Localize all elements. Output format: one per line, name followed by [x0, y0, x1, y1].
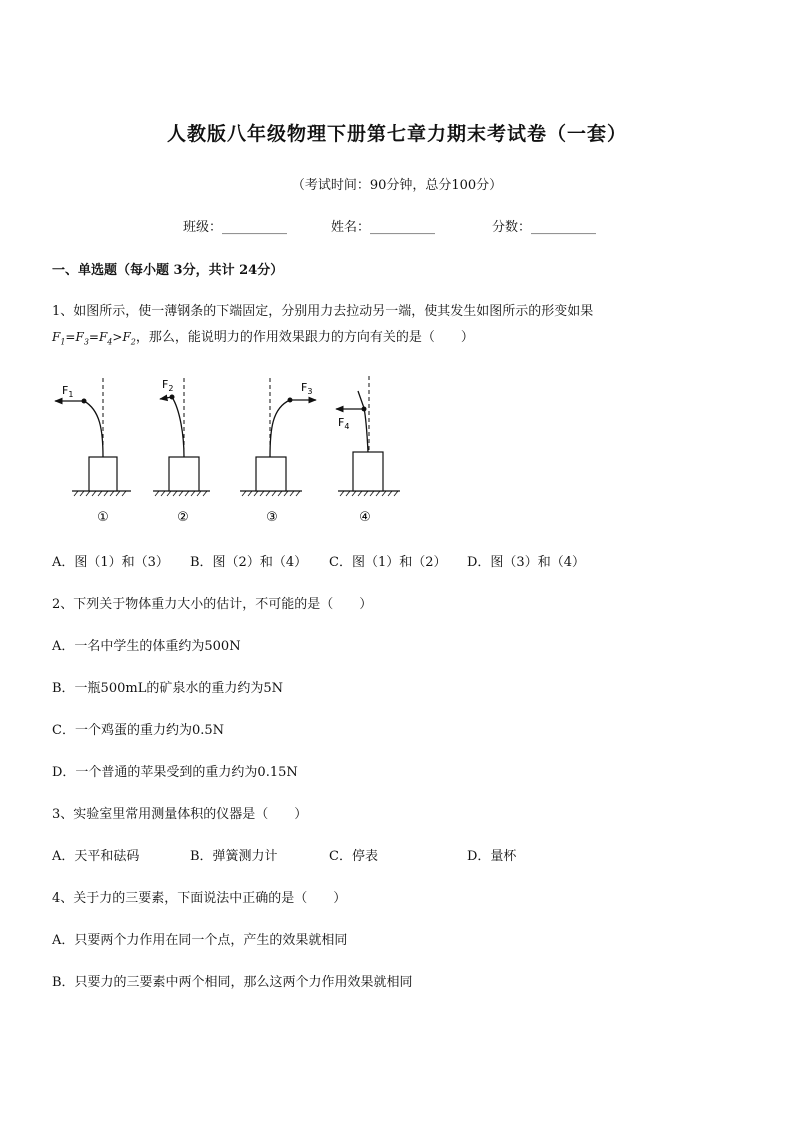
force-label-4: $F_4$: [338, 416, 350, 431]
q2-option-c: C．一个鸡蛋的重力约为0.5N: [52, 723, 224, 738]
q4-option-a: A．只要两个力作用在同一个点，产生的效果就相同: [52, 933, 348, 948]
q2-option-b: B．一瓶500mL的矿泉水的重力约为5N: [52, 681, 283, 696]
q3-option-a: A．天平和砝码: [52, 849, 140, 864]
question-1-text: 1、如图所示，使一薄钢条的下端固定，分别用力去拉动另一端，使其发生如图所示的形变如果: [52, 304, 594, 319]
diagram-caption-3: ③: [266, 510, 278, 525]
class-blank: __________: [222, 220, 288, 235]
question-3-text: 3、实验室里常用测量体积的仪器是（ ）: [52, 807, 308, 822]
class-label: 班级：: [183, 220, 223, 235]
section-title: 一、单选题（每小题 3分，共计 24分）: [52, 263, 284, 278]
page-title: 人教版八年级物理下册第七章力期末考试卷（一套）: [166, 123, 627, 145]
diagram-caption-4: ④: [359, 510, 371, 525]
diagram-caption-2: ②: [177, 510, 189, 525]
q1-option-a: A．图（1）和（3）: [52, 555, 169, 570]
score-label: 分数：: [492, 220, 532, 235]
q4-option-b: B．只要力的三要素中两个相同，那么这两个力作用效果就相同: [52, 975, 413, 990]
question-2-text: 2、下列关于物体重力大小的估计，不可能的是（ ）: [52, 597, 373, 612]
name-blank: __________: [370, 220, 436, 235]
force-label-1: $F_1$: [62, 384, 74, 399]
force-label-2: $F_2$: [162, 378, 174, 393]
diagram-2: [153, 378, 210, 525]
q3-option-d: D．量杯: [467, 849, 517, 864]
exam-subtitle: （考试时间：90分钟，总分100分）: [291, 178, 503, 193]
diagram-1: [55, 378, 131, 525]
q1-option-b: B．图（2）和（4）: [190, 555, 308, 570]
score-blank: __________: [531, 220, 597, 235]
q2-option-a: A．一名中学生的体重约为500N: [52, 639, 241, 654]
q3-option-b: B．弹簧测力计: [190, 849, 278, 864]
diagram-caption-1: ①: [97, 510, 109, 525]
q2-option-d: D．一个普通的苹果受到的重力约为0.15N: [52, 765, 298, 780]
question-1-tail: ，那么，能说明力的作用效果跟力的方向有关的是（ ）: [135, 330, 474, 345]
name-label: 姓名：: [331, 220, 371, 235]
diagram-3: [240, 378, 316, 525]
q1-option-d: D．图（3）和（4）: [467, 555, 585, 570]
q1-option-c: C．图（1）和（2）: [329, 555, 447, 570]
force-formula: $F_1=F_3=F_4>F_2$: [52, 330, 136, 347]
q3-option-c: C．停表: [329, 849, 378, 864]
force-label-3: $F_3$: [301, 381, 313, 396]
question-4-text: 4、关于力的三要素，下面说法中正确的是（ ）: [52, 891, 347, 906]
diagram-4: [336, 376, 400, 525]
